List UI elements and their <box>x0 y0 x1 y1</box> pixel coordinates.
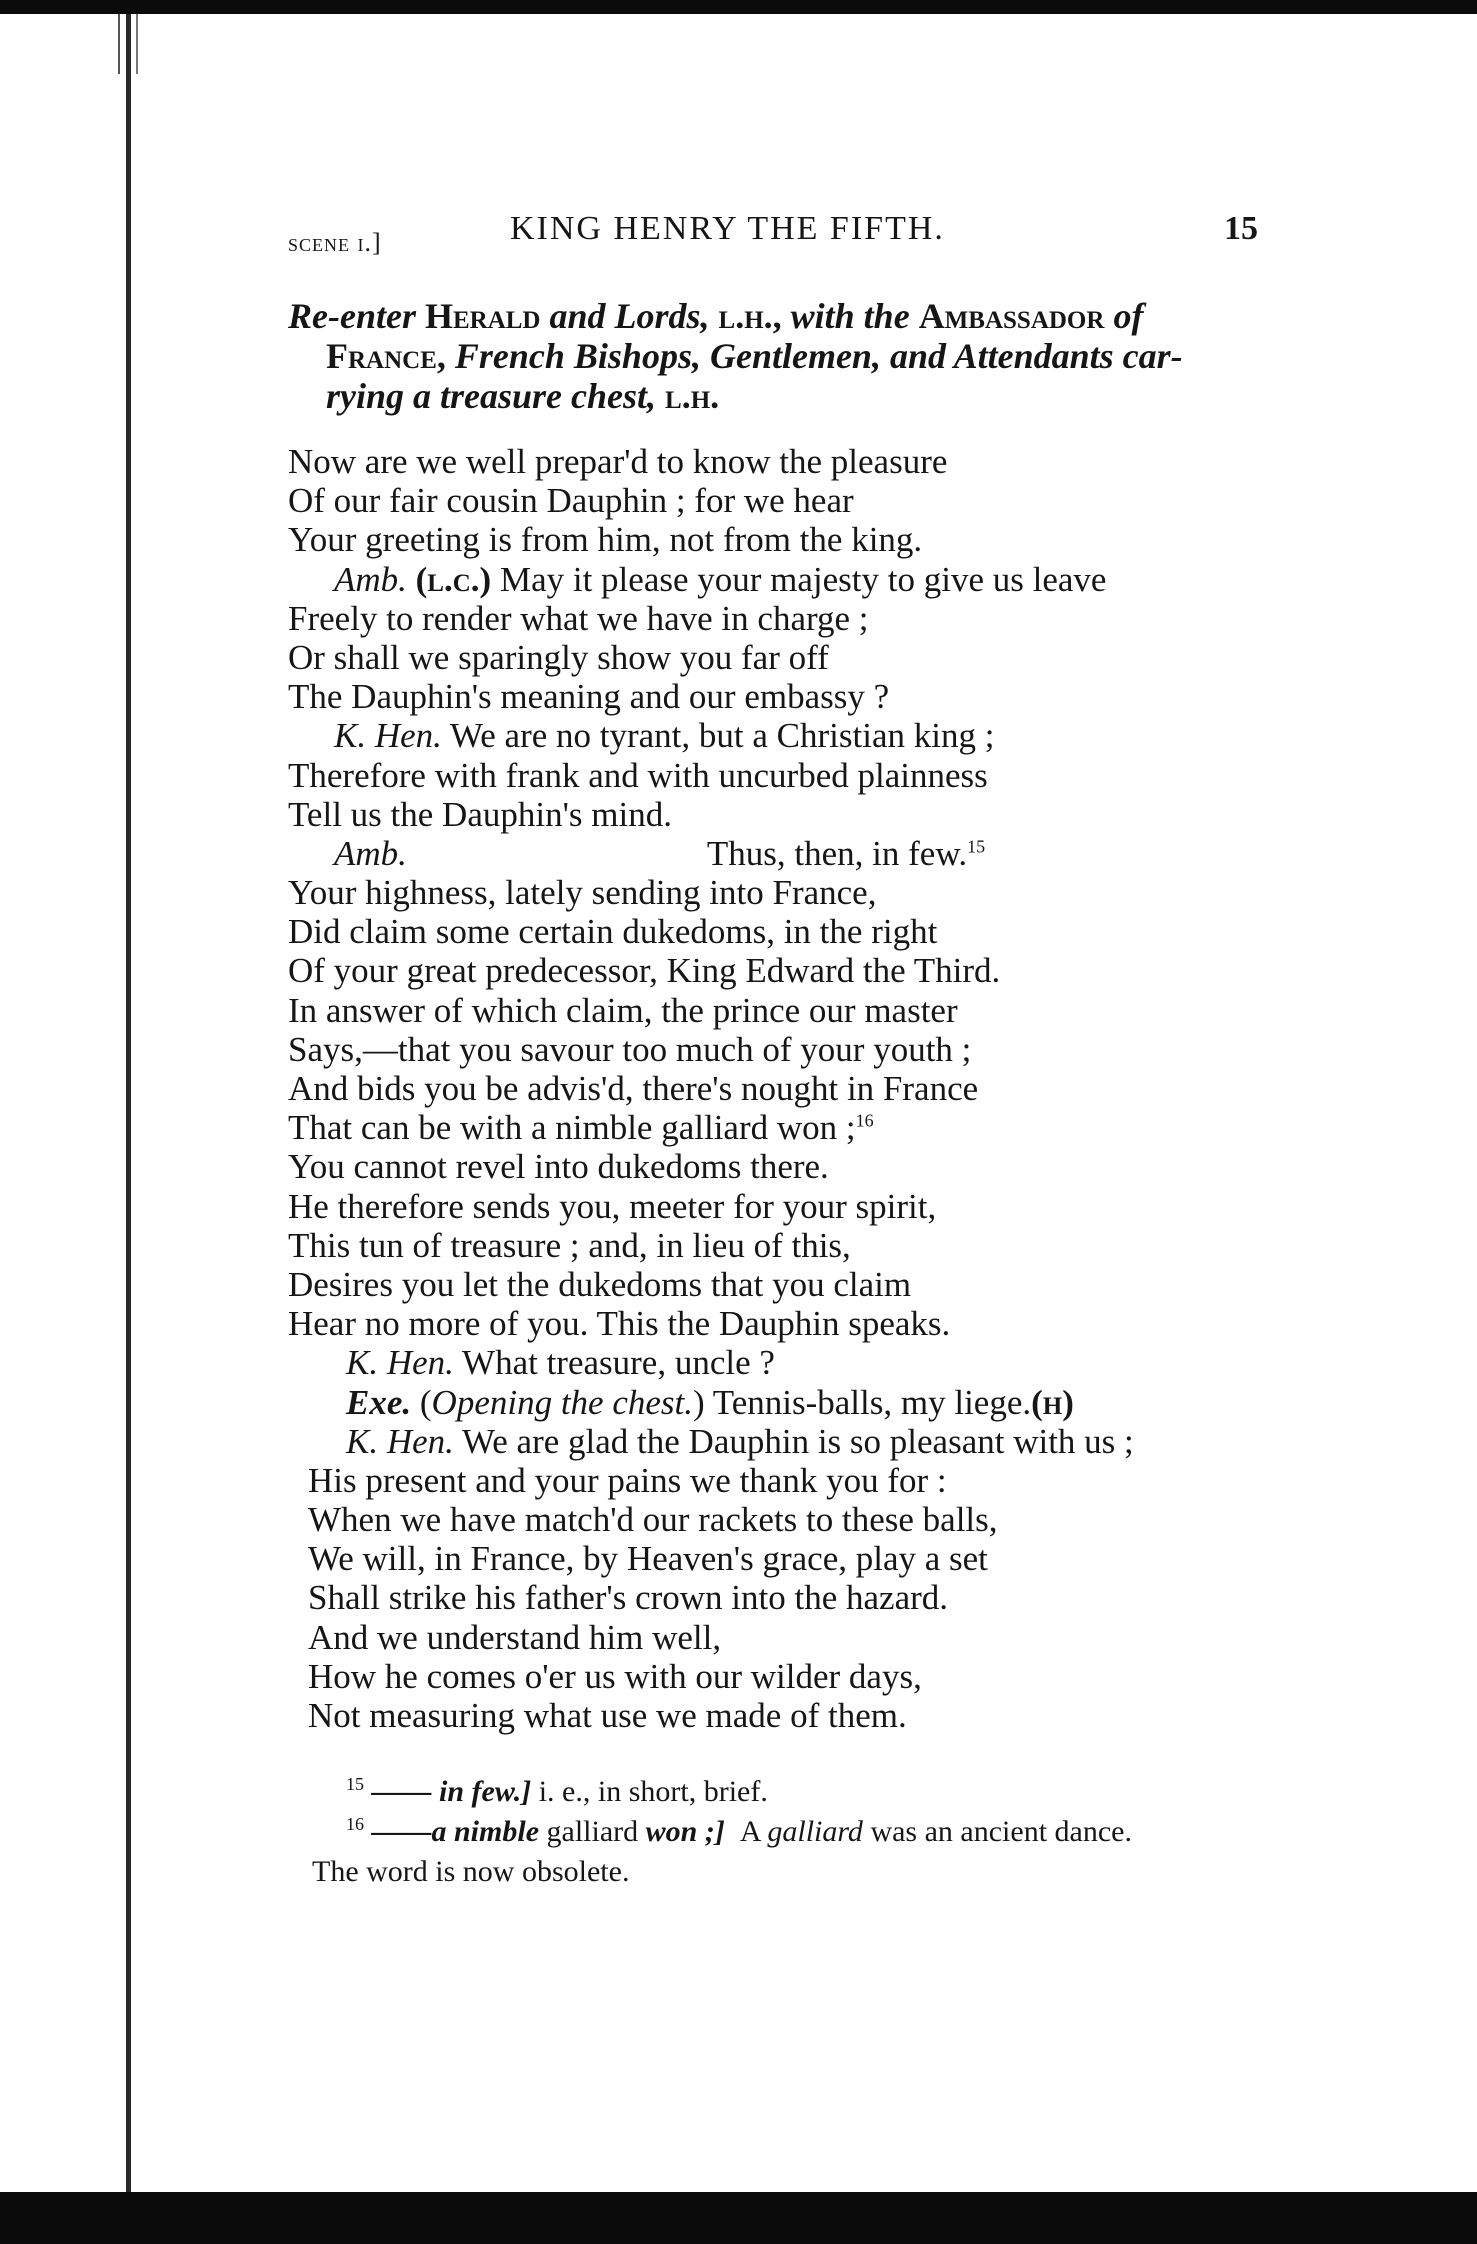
footnote-continuation: The word is now obsolete. <box>312 1855 630 1888</box>
line-text: May it please your majesty to give us leave <box>499 559 1107 599</box>
verse-line: Your greeting is from him, not from the king. <box>288 520 923 560</box>
line-text: That can be with a nimble galliard won ; <box>288 1108 856 1148</box>
verse-line: This tun of treasure ; and, in lieu of this, <box>288 1225 851 1265</box>
speaker-name: Amb. <box>334 559 407 599</box>
paren: ) <box>693 1382 705 1422</box>
verse-line: In answer of which claim, the prince our master <box>288 990 958 1030</box>
line-text: We are no tyrant, but a Christian king ; <box>450 716 995 756</box>
stage-position: (l.c.) <box>415 559 492 599</box>
verse-line: Of our fair cousin Dauphin ; for we hear <box>288 481 854 521</box>
verse-line: Of your great predecessor, King Edward the Third. <box>288 951 1001 991</box>
footnote-16 <box>312 1812 1302 1852</box>
running-header <box>288 210 1258 260</box>
line-text: Tennis-balls, my liege. <box>712 1382 1032 1422</box>
stage-text: French Bishops, Gentlemen, and Attendants car- <box>454 336 1183 376</box>
footnote-ref: —— in few.] <box>371 1775 532 1808</box>
footnote-ref: galliard <box>546 1815 639 1848</box>
verse-line: We will, in France, by Heaven's grace, play a set <box>308 1539 988 1579</box>
verse-line: When we have match'd our rackets to these balls, <box>308 1500 998 1540</box>
footnote-ref: ——a nimble <box>371 1815 540 1848</box>
verse-line: He therefore sends you, meeter for your spirit, <box>288 1186 937 1226</box>
footnote-15 <box>312 1772 1302 1812</box>
speaker-name: K. Hen. <box>334 716 442 756</box>
stage-text: and Lords, <box>549 296 710 336</box>
verse-line: Tell us the Dauphin's mind. <box>288 794 672 834</box>
footnote-number: 15 <box>346 1774 364 1794</box>
verse-line: His present and your pains we thank you for : <box>308 1460 947 1500</box>
scan-bottom-edge <box>0 2192 1477 2244</box>
speaker-name: K. Hen. <box>346 1343 454 1383</box>
verse-line <box>288 1422 1288 1461</box>
scene-label: scene i.] <box>288 228 382 257</box>
verse-line: And bids you be advis'd, there's nought in France <box>288 1069 979 1108</box>
stage-position: l.h. <box>665 376 720 416</box>
stage-position: l.h., <box>718 296 782 336</box>
paren: ( <box>419 1382 432 1422</box>
verse-line: Freely to render what we have in charge ; <box>288 598 869 638</box>
verse-line <box>288 1383 1288 1422</box>
stage-character: Ambassador <box>918 296 1105 336</box>
verse-line <box>288 560 1288 599</box>
footnotes <box>312 1772 1302 1892</box>
stage-text: rying a treasure chest, <box>326 376 657 416</box>
verse-line: You cannot revel into dukedoms there. <box>288 1147 829 1187</box>
speaker-name: K. Hen. <box>346 1421 454 1461</box>
verse-block <box>288 442 1288 1735</box>
verse-line: Says,—that you savour too much of your youth ; <box>288 1029 972 1069</box>
verse-line: How he comes o'er us with our wilder days, <box>308 1656 922 1696</box>
stage-character: Herald <box>424 296 541 336</box>
scan-binding-edge <box>126 14 131 2192</box>
speaker-name: Amb. <box>334 833 407 873</box>
running-title: KING HENRY THE FIFTH. <box>510 210 945 247</box>
verse-line <box>288 834 1288 873</box>
verse-line: The Dauphin's meaning and our embassy ? <box>288 677 890 717</box>
verse-line: Now are we well prepar'd to know the pleasure <box>288 442 948 481</box>
verse-line <box>288 1343 1288 1382</box>
verse-line: And we understand him well, <box>308 1617 722 1657</box>
verse-line: Shall strike his father's crown into the hazard. <box>308 1578 949 1618</box>
line-text: What treasure, uncle ? <box>462 1343 775 1383</box>
scan-binding-mark <box>118 14 138 74</box>
footnote-text: was an ancient dance. <box>870 1815 1132 1848</box>
footnote-marker: 15 <box>967 836 986 857</box>
verse-line: Hear no more of you. This the Dauphin speaks. <box>288 1304 951 1344</box>
verse-line: Did claim some certain dukedoms, in the right <box>288 912 938 952</box>
scan-top-edge <box>0 0 1477 14</box>
note-tag: (h) <box>1031 1382 1074 1422</box>
line-text: Thus, then, in few. <box>706 833 968 873</box>
page-number: 15 <box>1224 210 1258 247</box>
verse-line: Desires you let the dukedoms that you claim <box>288 1264 912 1304</box>
verse-line <box>288 716 1288 755</box>
footnote-number: 16 <box>346 1814 364 1834</box>
footnote-marker: 16 <box>855 1110 874 1131</box>
verse-line: Therefore with frank and with uncurbed plainness <box>288 755 988 795</box>
stage-direction <box>288 296 1278 416</box>
verse-line: Not measuring what use we made of them. <box>308 1696 907 1735</box>
stage-direction-inline: Opening the chest. <box>431 1382 694 1422</box>
footnote-text: i. e., in short, brief. <box>538 1775 768 1808</box>
stage-text: with the <box>790 296 910 336</box>
footnote-ref: won ;] <box>645 1815 725 1848</box>
footnote-text: A <box>739 1815 760 1848</box>
speaker-name: Exe. <box>346 1382 412 1422</box>
stage-text: of <box>1113 296 1144 336</box>
verse-line: Or shall we sparingly show you far off <box>288 637 829 677</box>
line-text: We are glad the Dauphin is so pleasant with us ; <box>462 1421 1134 1461</box>
verse-line <box>288 1108 1288 1147</box>
stage-text: Re-enter <box>288 296 416 336</box>
stage-character: France, <box>326 336 446 376</box>
verse-line: Your highness, lately sending into France, <box>288 873 877 913</box>
footnote-text: galliard <box>767 1815 863 1848</box>
